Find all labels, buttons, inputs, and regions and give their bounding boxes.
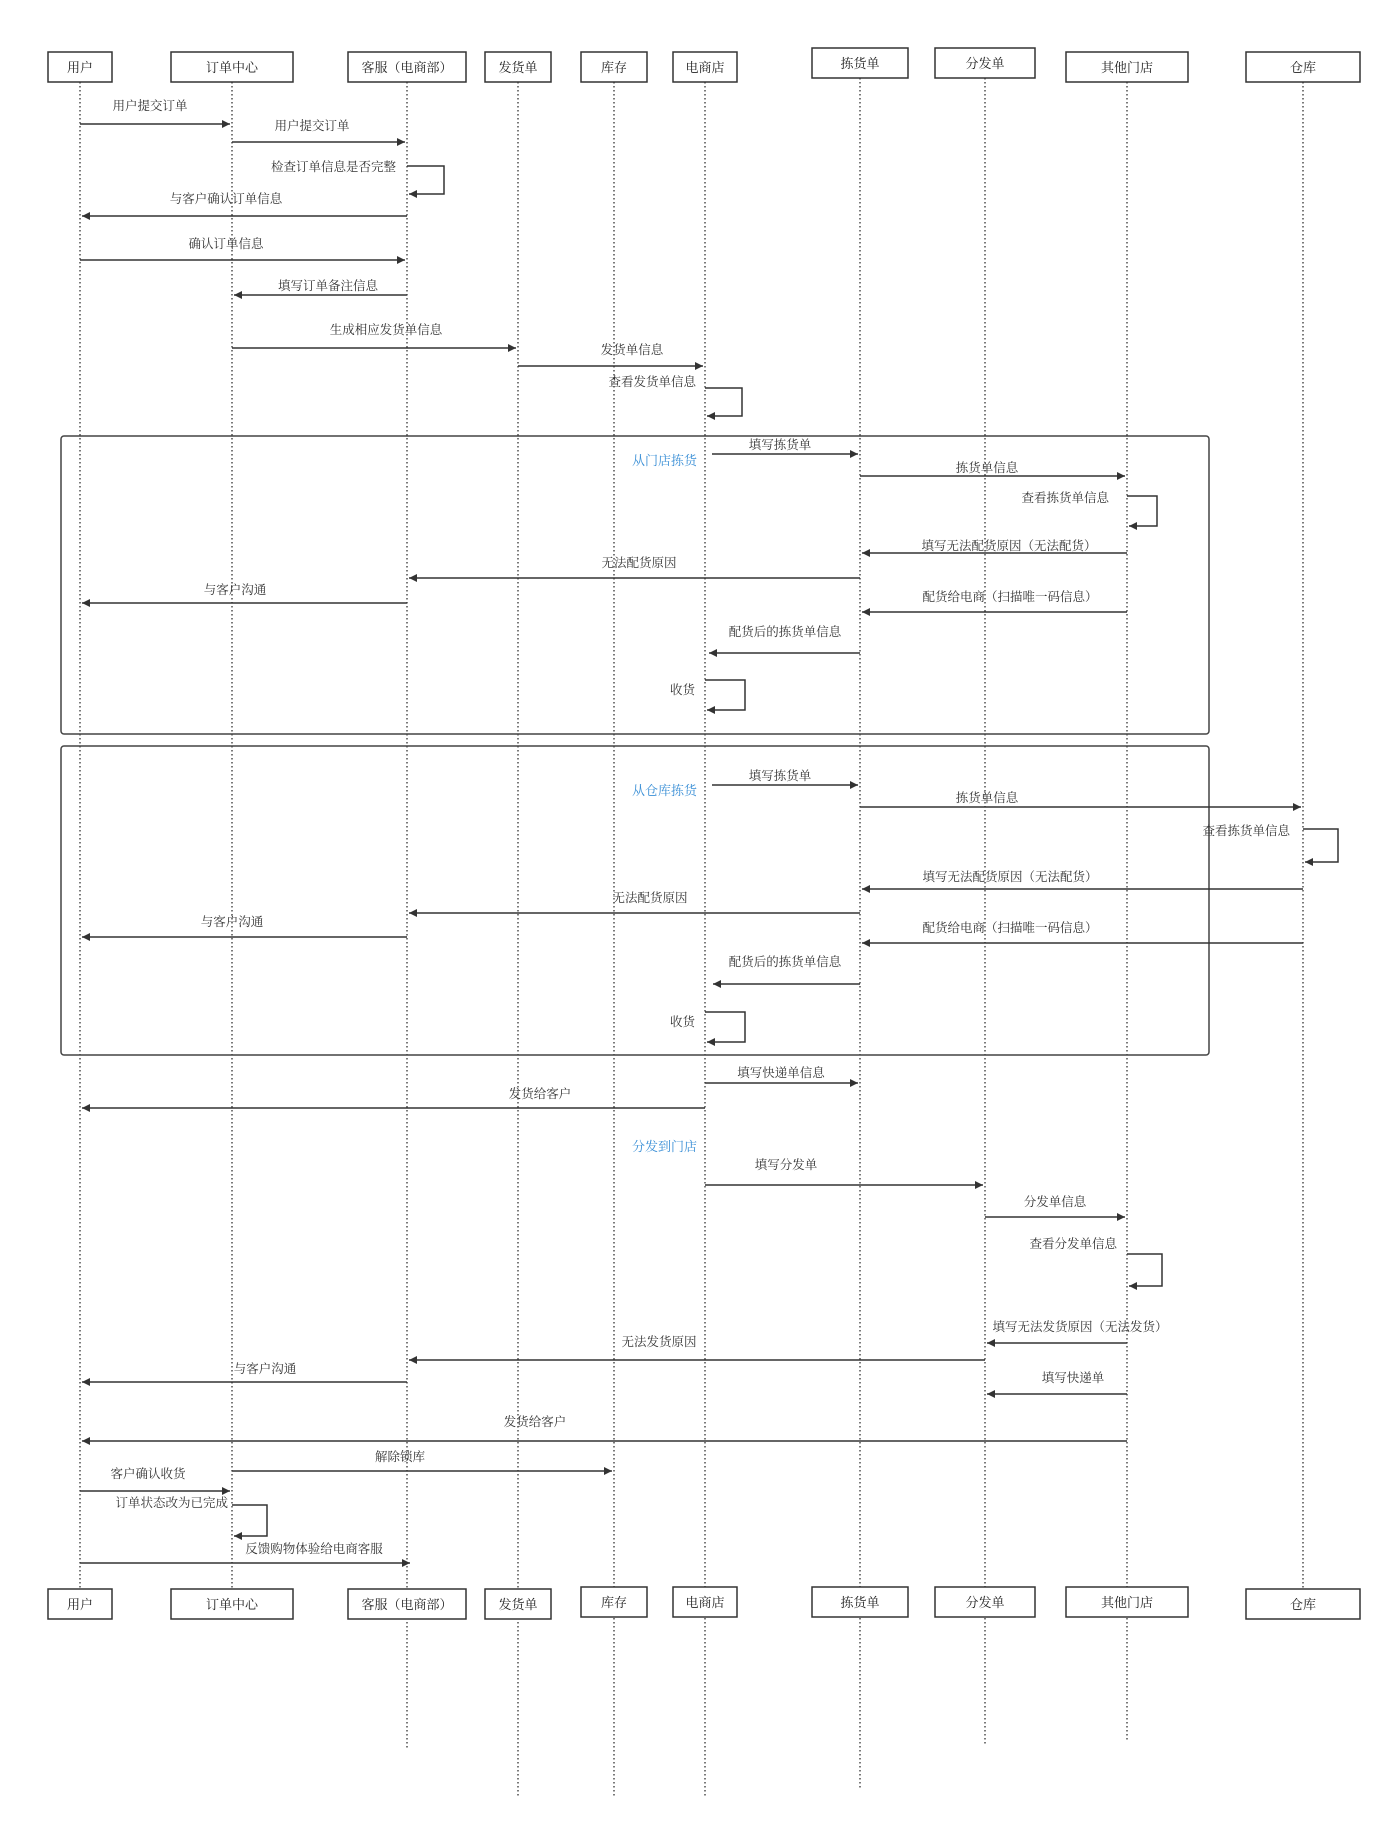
- message-m33: [987, 1319, 1168, 1343]
- message-m26: [713, 954, 860, 984]
- message-m36: [987, 1370, 1127, 1394]
- message-label: 发货给客户: [503, 1414, 567, 1429]
- message-label: 填写订单备注信息: [277, 278, 379, 293]
- message-m35: [82, 1361, 407, 1382]
- participant-label: 分发单: [965, 1596, 1005, 1611]
- message-m23: [409, 890, 860, 913]
- participant-top-delivery-note: [485, 52, 551, 82]
- participant-bottom-delivery-note: [485, 1589, 551, 1619]
- participant-label: 拣货单: [840, 57, 880, 72]
- participant-bottom-user: [48, 1589, 112, 1619]
- participant-top-eshop: [673, 52, 737, 82]
- message-label: 查看拣货单信息: [1021, 490, 1109, 505]
- message-label: 填写快递单信息: [737, 1065, 825, 1080]
- participant-label: 订单中心: [205, 61, 259, 76]
- participant-top-user: [48, 52, 112, 82]
- participant-bottom-eshop: [673, 1587, 737, 1617]
- message-m34: [409, 1334, 985, 1360]
- self-message-arrow: [1127, 1254, 1162, 1286]
- participant-top-warehouse: [1246, 52, 1360, 82]
- message-m11: [860, 460, 1125, 476]
- participant-bottom-inventory: [581, 1587, 647, 1617]
- message-m10: [712, 437, 858, 454]
- message-label: 客户确认收货: [110, 1466, 186, 1481]
- message-label: 用户提交订单: [112, 98, 188, 113]
- message-label: 配货给电商（扫描唯一码信息）: [922, 920, 1098, 935]
- message-m30: [705, 1157, 983, 1185]
- participant-bottom-order-center: [171, 1589, 293, 1619]
- participant-label: 电商店: [685, 61, 725, 76]
- participant-label: 电商店: [685, 1596, 725, 1611]
- message-label: 收货: [669, 682, 695, 697]
- message-m12: [1021, 490, 1157, 526]
- message-label: 订单状态改为已完成: [115, 1495, 228, 1510]
- message-label: 生成相应发货单信息: [329, 322, 443, 337]
- self-message-arrow: [1127, 496, 1157, 526]
- message-m29: [82, 1086, 705, 1108]
- fragment-label: 从门店拣货: [631, 454, 697, 469]
- participant-label: 客服（电商部）: [361, 1598, 453, 1613]
- message-label: 查看分发单信息: [1029, 1236, 1117, 1251]
- participant-label: 发货单: [498, 1598, 538, 1613]
- participant-bottom-other-store: [1066, 1587, 1188, 1617]
- self-message-arrow: [705, 388, 742, 416]
- self-message-arrow: [232, 1505, 267, 1536]
- message-label: 查看拣货单信息: [1202, 823, 1290, 838]
- message-m22: [862, 869, 1303, 889]
- participant-label: 其他门店: [1100, 61, 1154, 76]
- message-label: 分发单信息: [1023, 1194, 1087, 1209]
- message-label: 拣货单信息: [955, 790, 1019, 805]
- message-m18: [670, 680, 745, 710]
- participant-top-order-center: [171, 52, 293, 82]
- message-m6: [234, 278, 407, 295]
- message-m2: [232, 118, 405, 142]
- message-label: 用户提交订单: [274, 118, 350, 133]
- message-label: 配货给电商（扫描唯一码信息）: [922, 589, 1098, 604]
- message-m19: [712, 768, 858, 785]
- message-m21: [1202, 823, 1338, 862]
- message-label: 无法配货原因: [601, 555, 677, 570]
- participant-label: 发货单: [498, 61, 538, 76]
- message-m24: [82, 914, 407, 937]
- message-label: 拣货单信息: [955, 460, 1019, 475]
- message-m31: [985, 1194, 1125, 1217]
- message-label: 发货给客户: [508, 1086, 572, 1101]
- participant-label: 用户: [66, 1598, 94, 1613]
- participant-label: 库存: [600, 61, 628, 76]
- message-m28: [705, 1065, 858, 1083]
- message-m40: [115, 1495, 267, 1536]
- participant-bottom-cs: [348, 1589, 466, 1619]
- participant-top-picking-list: [812, 48, 908, 78]
- participant-label: 客服（电商部）: [361, 61, 453, 76]
- participant-label: 仓库: [1289, 1598, 1317, 1613]
- message-m9: [608, 374, 742, 416]
- message-m13: [862, 538, 1127, 553]
- fragment-frag-dispatch: [632, 1139, 697, 1155]
- participant-label: 库存: [600, 1596, 628, 1611]
- message-label: 填写快递单: [1041, 1370, 1105, 1385]
- message-m17: [709, 624, 860, 653]
- message-m37: [82, 1414, 1127, 1441]
- participant-label: 其他门店: [1100, 1596, 1154, 1611]
- message-label: 填写拣货单: [748, 437, 812, 452]
- message-label: 解除锁库: [374, 1449, 426, 1464]
- message-label: 与客户沟通: [200, 914, 264, 929]
- self-message-arrow: [705, 1012, 745, 1042]
- message-m38: [232, 1449, 612, 1471]
- message-label: 填写拣货单: [748, 768, 812, 783]
- participant-top-cs: [348, 52, 466, 82]
- message-label: 填写无法配货原因（无法配货）: [922, 869, 1098, 884]
- participant-bottom-dispatch-note: [935, 1587, 1035, 1617]
- message-m1: [80, 98, 230, 124]
- message-m5: [80, 236, 405, 260]
- message-label: 与客户沟通: [203, 582, 267, 597]
- message-label: 填写分发单: [754, 1157, 818, 1172]
- message-m41: [80, 1541, 410, 1563]
- message-label: 反馈购物体验给电商客服: [245, 1541, 383, 1556]
- self-message-arrow: [407, 166, 444, 194]
- message-label: 查看发货单信息: [608, 374, 696, 389]
- message-label: 收货: [669, 1014, 695, 1029]
- participant-label: 分发单: [965, 57, 1005, 72]
- message-m20: [860, 790, 1301, 807]
- participant-bottom-warehouse: [1246, 1589, 1360, 1619]
- participant-label: 仓库: [1289, 61, 1317, 76]
- message-m4: [82, 191, 407, 216]
- participant-top-other-store: [1066, 52, 1188, 82]
- message-label: 检查订单信息是否完整: [270, 159, 396, 174]
- participant-top-dispatch-note: [935, 48, 1035, 78]
- message-label: 填写无法配货原因（无法配货）: [921, 538, 1097, 553]
- message-m3: [271, 159, 444, 194]
- message-m25: [862, 920, 1303, 943]
- message-label: 配货后的拣货单信息: [728, 624, 842, 639]
- message-m15: [82, 582, 407, 603]
- message-label: 确认订单信息: [188, 236, 264, 251]
- message-label: 填写无法发货原因（无法发货）: [992, 1319, 1168, 1334]
- self-message-arrow: [1303, 829, 1338, 862]
- participant-top-inventory: [581, 52, 647, 82]
- message-label: 无法配货原因: [612, 890, 688, 905]
- fragment-label: 从仓库拣货: [631, 784, 697, 799]
- participant-label: 用户: [66, 61, 94, 76]
- self-message-arrow: [705, 680, 745, 710]
- participant-bottom-picking-list: [812, 1587, 908, 1617]
- message-m8: [518, 342, 703, 366]
- message-label: 与客户确认订单信息: [169, 191, 283, 206]
- message-m27: [670, 1012, 745, 1042]
- message-m7: [232, 322, 516, 348]
- participant-label: 订单中心: [205, 1598, 259, 1613]
- participant-label: 拣货单: [840, 1596, 880, 1611]
- message-label: 无法发货原因: [621, 1334, 697, 1349]
- message-label: 配货后的拣货单信息: [728, 954, 842, 969]
- fragment-label: 分发到门店: [631, 1140, 697, 1155]
- message-m16: [862, 589, 1127, 612]
- message-m39: [80, 1466, 230, 1491]
- message-m14: [409, 555, 860, 578]
- message-label: 发货单信息: [600, 342, 664, 357]
- message-m32: [1029, 1236, 1162, 1286]
- message-label: 与客户沟通: [233, 1361, 297, 1376]
